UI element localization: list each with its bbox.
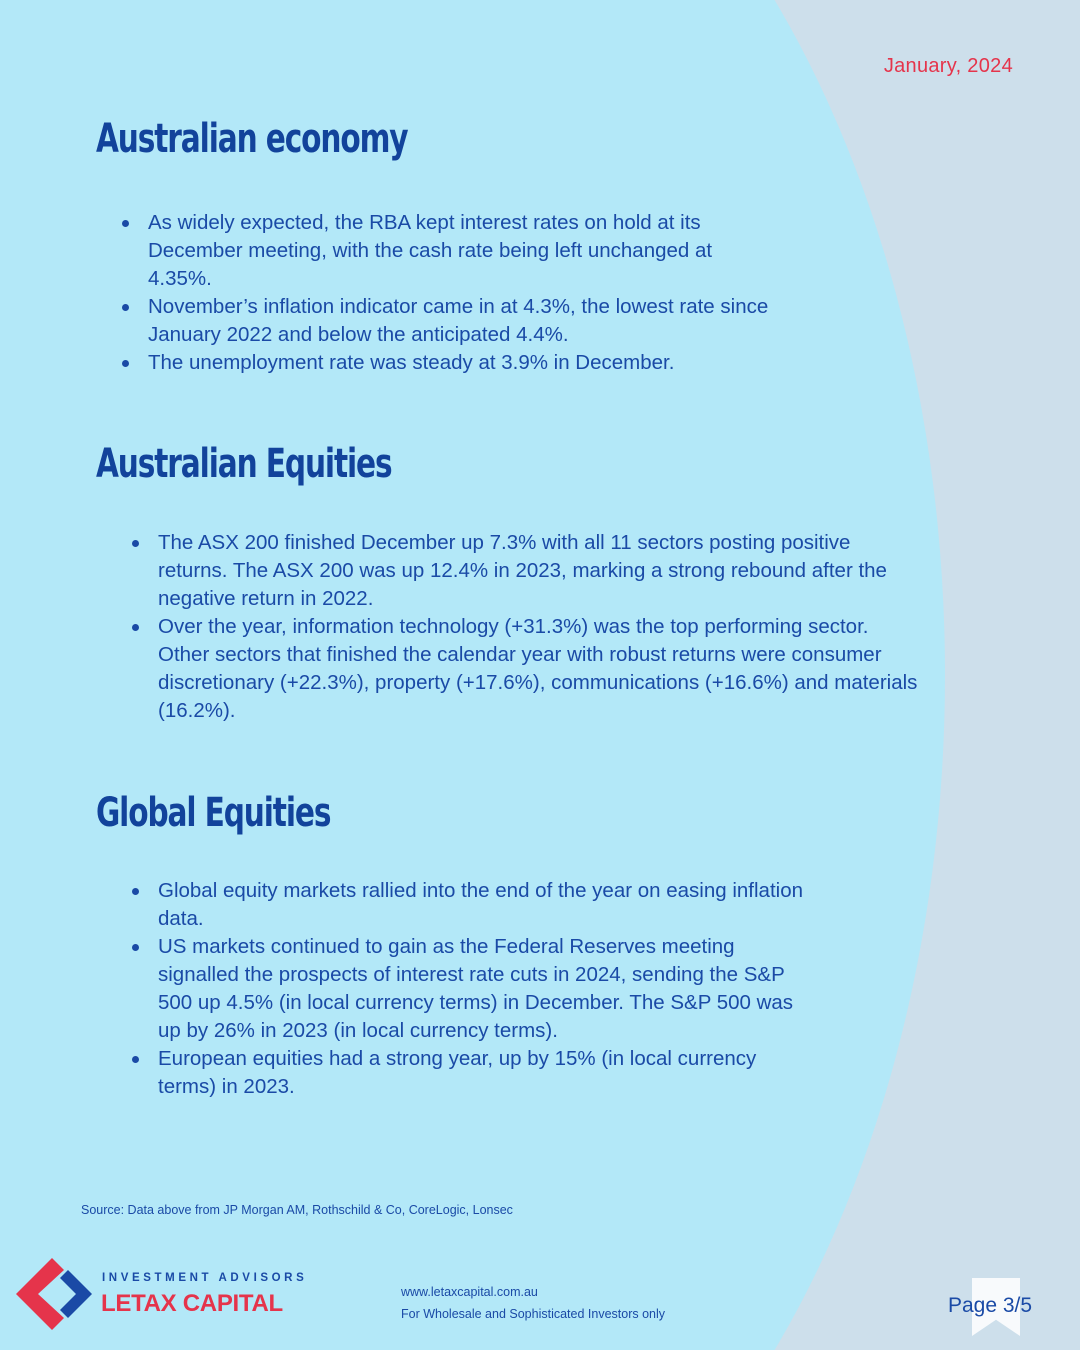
- list-item: Global equity markets rallied into the end of the year on easing inflation data.: [130, 877, 820, 933]
- logo-subtitle: INVESTMENT ADVISORS: [102, 1272, 308, 1284]
- source-note: Source: Data above from JP Morgan AM, Rothschild & Co, CoreLogic, Lonsec: [81, 1203, 513, 1217]
- list-item: As widely expected, the RBA kept interest rates on hold at its December meeting, with the cash rate being left unchanged at 4.35%.: [120, 209, 780, 293]
- page-number: Page 3/5: [948, 1294, 1033, 1317]
- section-title-global-equities: Global Equities: [96, 790, 331, 836]
- list-item: November’s inflation indicator came in at 4.3%, the lowest rate since January 2022 and below the anticipated 4.4%.: [120, 293, 780, 349]
- website-link[interactable]: www.letaxcapital.com.au: [401, 1285, 538, 1299]
- list-item: The ASX 200 finished December up 7.3% with all 11 sectors posting positive returns. The ASX 200 was up 12.4% in 2023, marking a strong rebound after the negative return in 2022.: [130, 529, 920, 613]
- logo-name: LETAX CAPITAL: [101, 1290, 283, 1317]
- letax-logo-icon: [14, 1256, 94, 1334]
- australian-equities-list: [130, 529, 920, 725]
- list-item: Over the year, information technology (+31.3%) was the top performing sector. Other sectors that finished the calendar year with robust returns were consumer discretionary (+22.3%), property (+17.6%), communications (+16.6%) and materials (16.2%).: [130, 613, 920, 725]
- list-item: US markets continued to gain as the Federal Reserves meeting signalled the prospects of interest rate cuts in 2024, sending the S&P 500 up 4.5% (in local currency terms) in December. The S&P 500 was up by 26% in 2023 (in local currency terms).: [130, 933, 820, 1045]
- global-equities-list: [130, 877, 820, 1101]
- disclaimer-text: For Wholesale and Sophisticated Investors only: [401, 1307, 666, 1321]
- report-date: January, 2024: [883, 55, 1013, 77]
- australian-economy-list: [120, 209, 780, 377]
- section-title-australian-equities: Australian Equities: [96, 441, 392, 487]
- list-item: The unemployment rate was steady at 3.9% in December.: [120, 349, 780, 377]
- list-item: European equities had a strong year, up by 15% (in local currency terms) in 2023.: [130, 1045, 820, 1101]
- section-title-australian-economy: Australian economy: [96, 116, 408, 162]
